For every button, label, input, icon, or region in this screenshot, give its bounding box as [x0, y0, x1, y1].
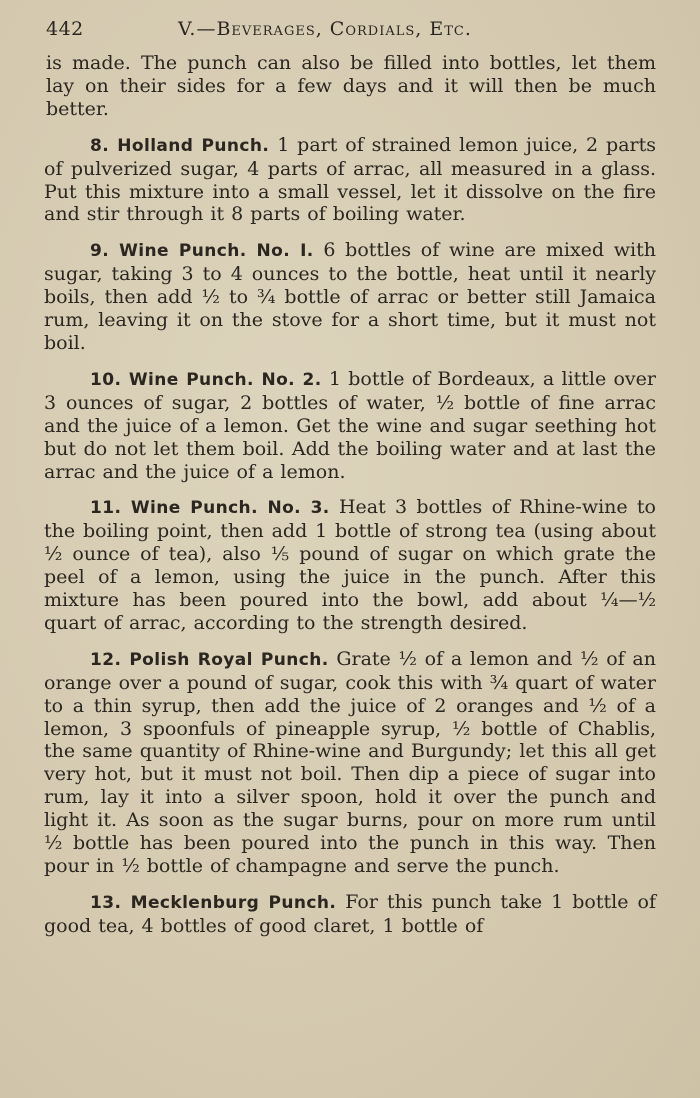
recipe-text: For this punch take 1 bottle of good tea, 4 bottles of good claret, 1 bottle of	[44, 890, 656, 937]
recipe-title: 8. Holland Punch.	[90, 135, 270, 156]
recipe-text: Grate ½ of a lemon and ½ of an orange over a pound of sugar, cook this with ¾ quart of water to a thin syrup, then add the juice of 2 oranges and ½ of a lemon, 3 spoonfuls of pineapple syrup, ½ bottle of Chablis, the same quantity of Rhine-wine and Burgundy; let this all get very hot, but it must not boil. Then dip a piece of sugar into rum, lay it into a silver spoon, hold it over the punch and light it. As soon as the sugar burns, pour on more rum until ½ bottle has been poured into the punch in this way. Then pour in ½ bottle of champagne and serve the punch.	[44, 647, 656, 877]
page-number: 442	[46, 18, 84, 40]
recipe-wine-punch-1	[40, 239, 656, 355]
recipe-wine-punch-2	[40, 368, 656, 484]
continuation-paragraph: is made. The punch can also be filled into bottles, let them lay on their sides for a few days and it will then be much better.	[46, 52, 656, 120]
book-page	[40, 18, 656, 938]
running-title: V.—Beverages, Cordials, Etc.	[178, 18, 472, 40]
recipe-polish-royal-punch	[40, 648, 656, 878]
recipe-title: 13. Mecklenburg Punch.	[90, 892, 337, 913]
recipe-holland-punch	[40, 134, 656, 227]
recipe-mecklenburg-punch	[40, 891, 656, 938]
recipe-text: 1 part of strained lemon juice, 2 parts of pulverized sugar, 4 parts of arrac, all measured in a glass. Put this mixture into a small vessel, let it dissolve on the fire and stir through it 8 parts of boiling water.	[44, 133, 657, 226]
recipe-title: 10. Wine Punch. No. 2.	[90, 369, 322, 390]
page-header	[40, 18, 656, 52]
recipe-wine-punch-3	[40, 496, 656, 634]
recipe-text: 6 bottles of wine are mixed with sugar, taking 3 to 4 ounces to the bottle, heat until it nearly boils, then add ½ to ¾ bottle of arrac or better still Jamaica rum, leaving it on the stove for a short time, but it must not boil.	[44, 239, 656, 354]
recipe-text: Heat 3 bottles of Rhine-wine to the boiling point, then add 1 bottle of strong tea (using about ½ ounce of tea), also ⅕ pound of sugar on which grate the peel of a lemon, using the juice in the punch. After this mixture has been poured into the bowl, add about ¼—½ quart of arrac, according to the strength desired.	[44, 496, 656, 634]
recipe-text: 1 bottle of Bordeaux, a little over 3 ounces of sugar, 2 bottles of water, ½ bottle of fine arrac and the juice of a lemon. Get the wine and sugar seething hot but do not let them boil. Add the boiling water and at last the arrac and the juice of a lemon.	[44, 367, 656, 483]
recipe-title: 9. Wine Punch. No. I.	[90, 241, 314, 262]
recipe-title: 12. Polish Royal Punch.	[90, 649, 329, 670]
recipe-title: 11. Wine Punch. No. 3.	[90, 498, 330, 519]
